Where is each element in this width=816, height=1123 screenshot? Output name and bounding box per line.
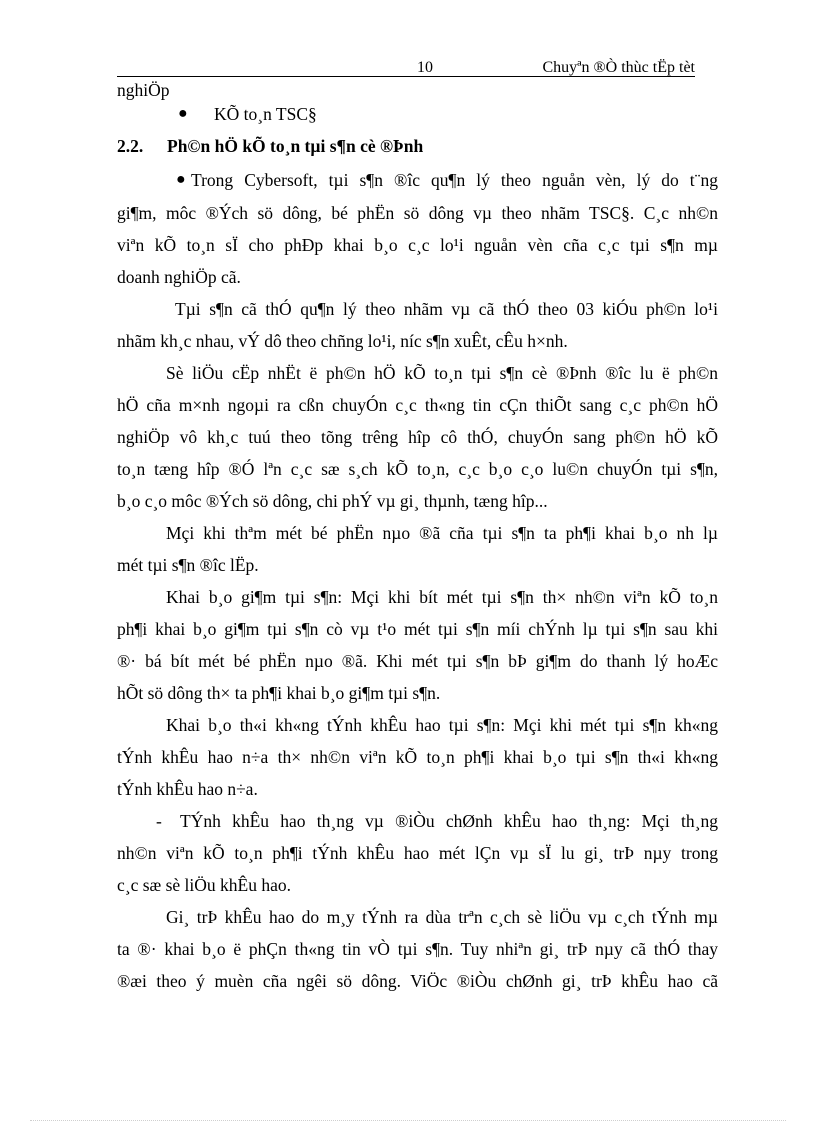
text-line: nh©n viªn kÕ to¸n ph¶i tÝnh khÊu hao mét lÇn vµ sÏ lu gi¸ trÞ nµy trong [117, 843, 718, 863]
text-line: Sè liÖu cËp nhËt ë ph©n hÖ kÕ to¸n tµi s¶n cè ®Þnh ®îc lu ë ph©n [166, 363, 718, 383]
text-line: Mçi khi thªm mét bé phËn nµo ®ã cña tµi s¶n ta ph¶i khai b¸o nh lµ [166, 523, 718, 543]
text-line: ®æi theo ý muèn cña ngêi sö dông. ViÖc ®iÒu chØnh gi¸ trÞ khÊu hao cã [117, 971, 718, 991]
dash-marker: - [156, 811, 162, 831]
text-line: nhãm kh¸c nhau, vÝ dô theo chñng lo¹i, níc s¶n xuÊt, cÊu h×nh. [117, 331, 568, 351]
text-line: Tµi s¶n cã thÓ qu¶n lý theo nhãm vµ cã thÓ theo 03 kiÓu ph©n lo¹i [175, 299, 718, 319]
bullet-icon: ● [178, 105, 188, 122]
text-line: tÝnh khÊu hao n÷a. [117, 779, 258, 799]
text-line: ta ®· khai b¸o ë phÇn th«ng tin vÒ tµi s¶n. Tuy nhiªn gi¸ trÞ nµy cã thÓ thay [117, 939, 718, 959]
text-line: nghiÖp [117, 80, 170, 100]
text-line: tÝnh khÊu hao n÷a th× nh©n viªn kÕ to¸n ph¶i khai b¸o tµi s¶n th«i kh«ng [117, 747, 718, 767]
section-number: 2.2. [117, 136, 144, 156]
text-line: Khai b¸o th«i kh«ng tÝnh khÊu hao tµi s¶n: Mçi khi mét tµi s¶n kh«ng [166, 715, 718, 735]
list-item: KÕ to¸n TSC§ [214, 104, 317, 124]
text-line: to¸n tæng hîp ®Ó lªn c¸c sæ s¸ch kÕ to¸n, c¸c b¸o c¸o lu©n chuyÓn tµi s¶n, [117, 459, 718, 479]
text-line: hÕt sö dông th× ta ph¶i khai b¸o gi¶m tµi s¶n. [117, 683, 441, 703]
text-line: ph¶i khai b¸o gi¶m tµi s¶n cò vµ t¹o mét tµi s¶n míi chÝnh lµ tµi s¶n sau khi [117, 619, 718, 639]
header-title: Chuyªn ®Ò thùc tËp tèt [542, 59, 695, 76]
text-line: ®· bá bít mét bé phËn nµo ®ã. Khi mét tµi s¶n bÞ gi¶m do thanh lý hoÆc [117, 651, 718, 671]
text-line: b¸o c¸o môc ®Ých sö dông, chi phÝ vµ gi¸ thµnh, tæng hîp... [117, 491, 548, 511]
text-line: nghiÖp vô kh¸c tuú theo tõng trêng hîp cô thÓ, chuyÓn sang ph©n hÖ kÕ [117, 427, 718, 447]
text-line: hÖ cña m×nh ngoµi ra cßn chuyÓn c¸c th«ng tin cÇn thiÕt sang c¸c ph©n hÖ [117, 395, 718, 415]
page-number: 10 [417, 59, 433, 76]
text-line: viªn kÕ to¸n sÏ cho phÐp khai b¸o c¸c lo¹i nguån vèn cña c¸c tµi s¶n mµ [117, 235, 718, 255]
text-line: doanh nghiÖp cã. [117, 267, 241, 287]
page-bottom-divider [30, 1120, 786, 1121]
page-header [117, 60, 695, 77]
text-line: Gi¸ trÞ khÊu hao do m¸y tÝnh ra dùa trªn c¸ch sè liÖu vµ c¸ch tÝnh mµ [166, 907, 718, 927]
section-title: Ph©n hÖ kÕ to¸n tµi s¶n cè ®Þnh [167, 136, 424, 156]
text-line: c¸c sæ sè liÖu khÊu hao. [117, 875, 291, 895]
text-line: Khai b¸o gi¶m tµi s¶n: Mçi khi bít mét tµi s¶n th× nh©n viªn kÕ to¸n [166, 587, 718, 607]
text-line: Trong Cybersoft, tµi s¶n ®îc qu¶n lý theo nguån vèn, lý do t¨ng [191, 170, 718, 190]
text-line: mét tµi s¶n ®îc lËp. [117, 555, 259, 575]
text-line: gi¶m, môc ®Ých sö dông, bé phËn sö dông vµ theo nhãm TSC§. C¸c nh©n [117, 203, 718, 223]
text-line: TÝnh khÊu hao th¸ng vµ ®iÒu chØnh khÊu hao th¸ng: Mçi th¸ng [180, 811, 718, 831]
bullet-icon: ● [176, 171, 186, 188]
